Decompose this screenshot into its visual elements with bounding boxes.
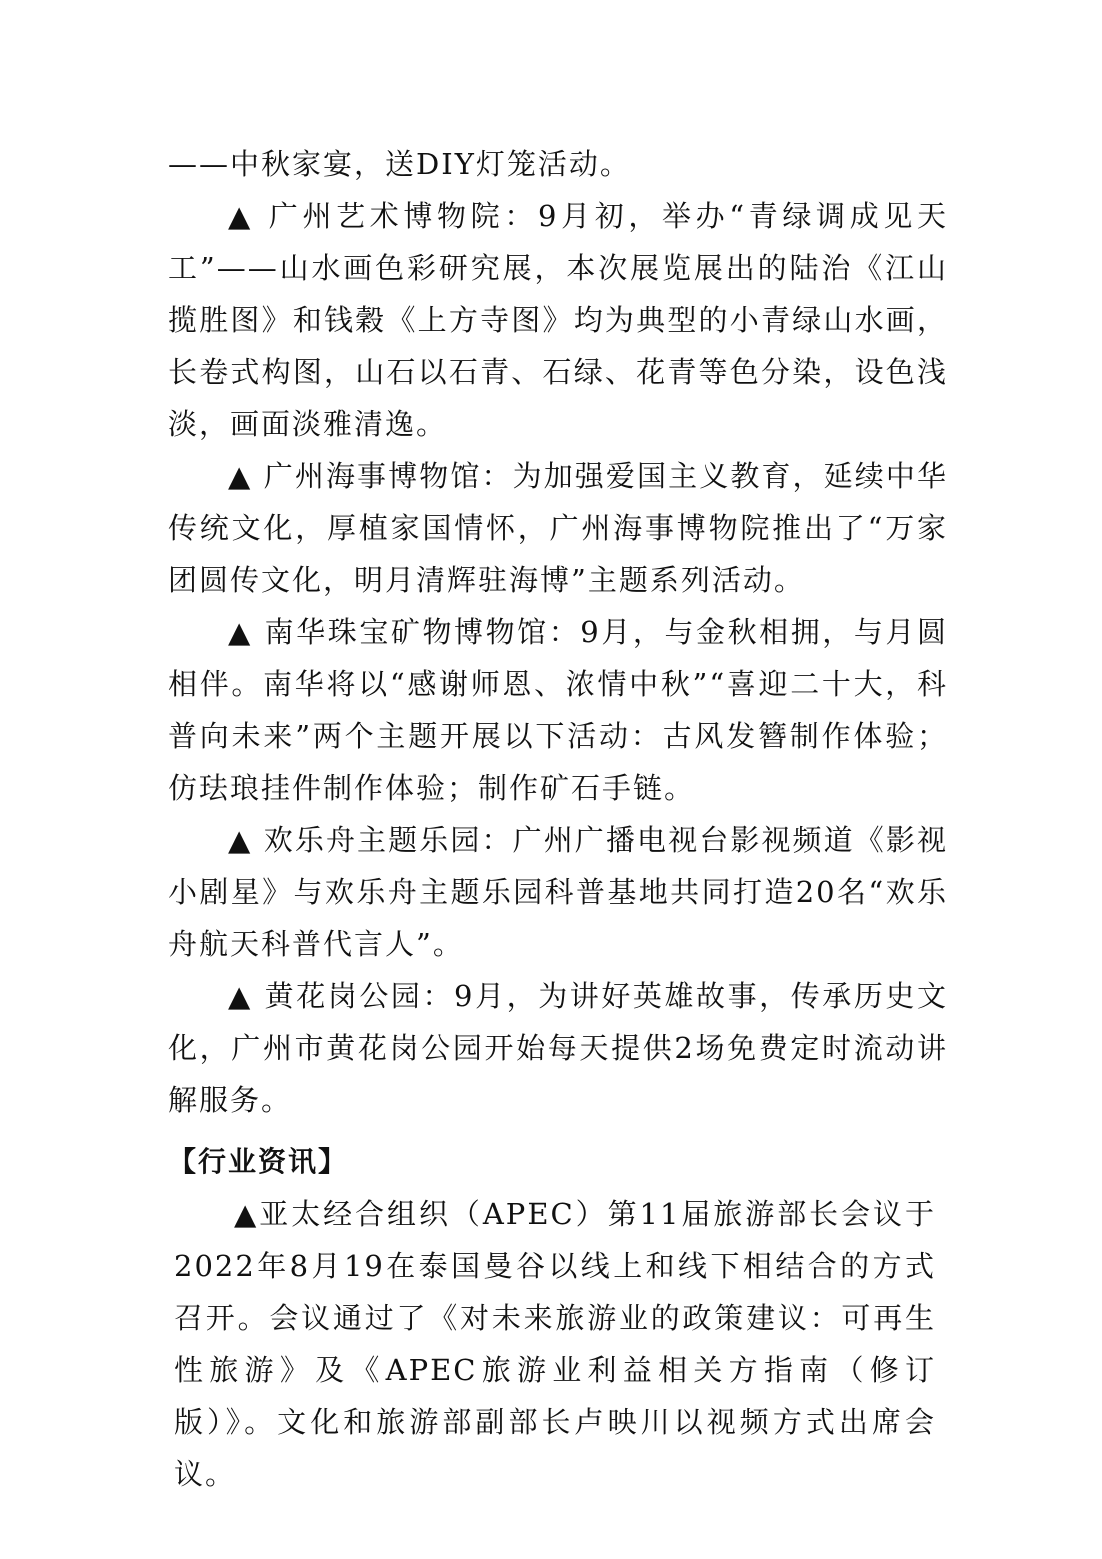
paragraph-huanlezhou-theme-park: ▲ 欢乐舟主题乐园：广州广播电视台影视频道《影视小剧星》与欢乐舟主题乐园科普基地共同打造20名“欢乐舟航天科普代言人”。	[168, 823, 948, 961]
paragraph-guangzhou-art-museum: ▲ 广州艺术博物院：9月初，举办“青绿调成见天工”——山水画色彩研究展，本次展览展出的陆治《江山揽胜图》和钱穀《上方寺图》均为典型的小青绿山水画，长卷式构图，山石以石青、石绿、花青等色分染，设色浅淡，画面淡雅清逸。	[168, 199, 948, 441]
continuation-paragraph: ——中秋家宴，送DIY灯笼活动。	[168, 147, 631, 181]
paragraph-huanghuagang-park: ▲ 黄花岗公园：9月，为讲好英雄故事，传承历史文化，广州市黄花岗公园开始每天提供2场免费定时流动讲解服务。	[168, 979, 948, 1117]
section-heading-industry-news: 【行业资讯】	[168, 1145, 349, 1178]
document-body	[168, 138, 948, 1500]
paragraph-nanhua-jewelry-museum: ▲ 南华珠宝矿物博物馆：9月，与金秋相拥，与月圆相伴。南华将以“感谢师恩、浓情中秋”“喜迎二十大，科普向未来”两个主题开展以下活动：古风发簪制作体验；仿珐琅挂件制作体验；制作矿石手链。	[168, 615, 948, 805]
paragraph-apec-meeting: ▲亚太经合组织（APEC）第11届旅游部长会议于2022年8月19在泰国曼谷以线上和线下相结合的方式召开。会议通过了《对未来旅游业的政策建议：可再生性旅游》及《APEC旅游业利益相关方指南（修订版）》。文化和旅游部副部长卢映川以视频方式出席会议。	[174, 1197, 936, 1491]
paragraph-guangzhou-maritime-museum: ▲ 广州海事博物馆：为加强爱国主义教育，延续中华传统文化，厚植家国情怀，广州海事博物院推出了“万家团圆传文化，明月清辉驻海博”主题系列活动。	[168, 459, 948, 597]
